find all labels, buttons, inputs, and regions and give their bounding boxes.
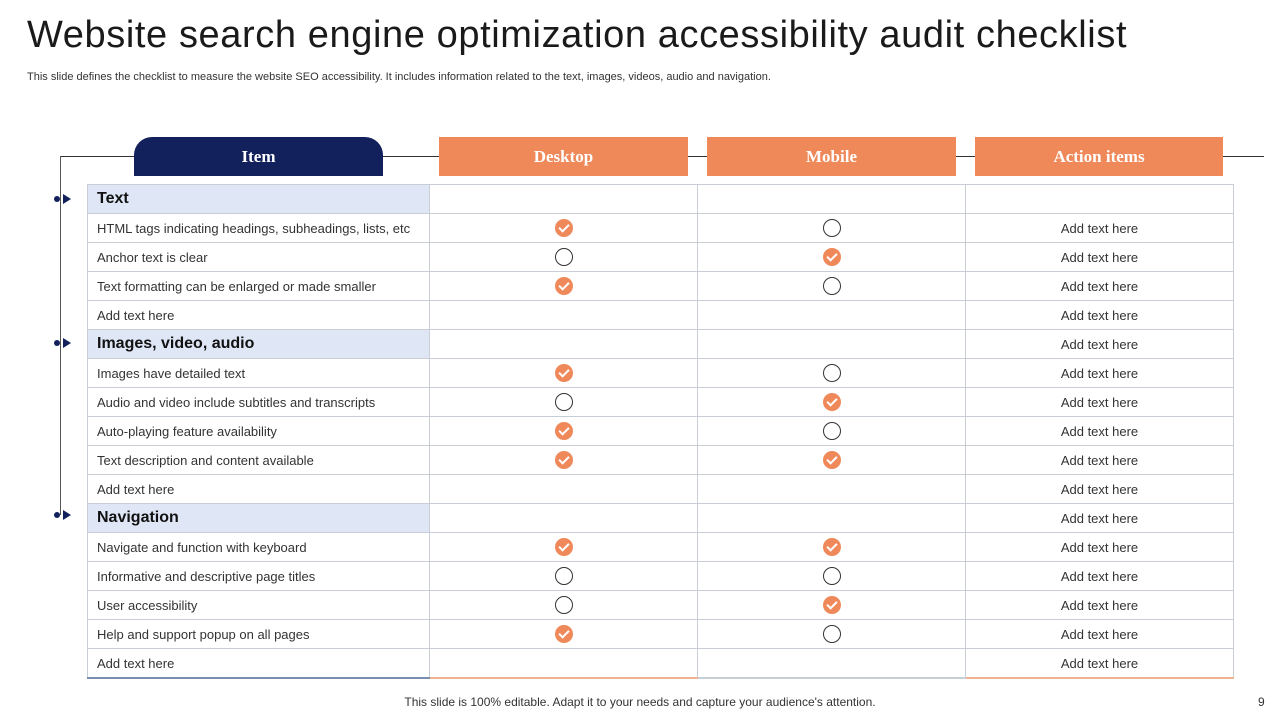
bullet-arrow-icon bbox=[54, 510, 76, 520]
empty-circle-icon[interactable] bbox=[823, 422, 841, 440]
table-row bbox=[88, 301, 1234, 330]
mobile-cell bbox=[698, 591, 966, 620]
item-cell: Add text here bbox=[88, 301, 430, 330]
desktop-cell bbox=[430, 272, 698, 301]
mobile-cell bbox=[698, 533, 966, 562]
desktop-cell bbox=[430, 185, 698, 214]
empty-circle-icon[interactable] bbox=[823, 277, 841, 295]
orange-check-circle-icon[interactable] bbox=[555, 538, 573, 556]
action-cell: Add text here bbox=[966, 533, 1234, 562]
mobile-cell bbox=[698, 330, 966, 359]
table-row bbox=[88, 591, 1234, 620]
desktop-cell bbox=[430, 359, 698, 388]
section-heading: Images, video, audio bbox=[88, 330, 430, 359]
table-row bbox=[88, 533, 1234, 562]
table-row bbox=[88, 475, 1234, 504]
orange-check-circle-icon[interactable] bbox=[823, 393, 841, 411]
mobile-cell bbox=[698, 388, 966, 417]
mobile-cell bbox=[698, 446, 966, 475]
mobile-cell bbox=[698, 359, 966, 388]
empty-circle-icon[interactable] bbox=[823, 364, 841, 382]
desktop-cell bbox=[430, 214, 698, 243]
section-row bbox=[88, 330, 1234, 359]
checklist-table bbox=[87, 184, 1234, 679]
section-heading: Text bbox=[88, 185, 430, 214]
action-cell: Add text here bbox=[966, 388, 1234, 417]
action-cell: Add text here bbox=[966, 417, 1234, 446]
item-cell: Images have detailed text bbox=[88, 359, 430, 388]
desktop-cell bbox=[430, 417, 698, 446]
table-row bbox=[88, 243, 1234, 272]
desktop-cell bbox=[430, 562, 698, 591]
mobile-cell bbox=[698, 214, 966, 243]
desktop-cell bbox=[430, 649, 698, 679]
slide-subtitle: This slide defines the checklist to measure the website SEO accessibility. It includes information related to the text, images, videos, audio and navigation. bbox=[27, 71, 771, 83]
mobile-cell bbox=[698, 185, 966, 214]
section-row bbox=[88, 185, 1234, 214]
column-header-action-items: Action items bbox=[975, 137, 1223, 176]
mobile-cell bbox=[698, 649, 966, 679]
slide-title: Website search engine optimization accessibility audit checklist bbox=[27, 14, 1128, 56]
table-row bbox=[88, 620, 1234, 649]
orange-check-circle-icon[interactable] bbox=[823, 596, 841, 614]
mobile-cell bbox=[698, 504, 966, 533]
mobile-cell bbox=[698, 272, 966, 301]
orange-check-circle-icon[interactable] bbox=[555, 422, 573, 440]
action-cell: Add text here bbox=[966, 214, 1234, 243]
item-cell: HTML tags indicating headings, subheadings, lists, etc bbox=[88, 214, 430, 243]
mobile-cell bbox=[698, 620, 966, 649]
desktop-cell bbox=[430, 533, 698, 562]
item-cell: Add text here bbox=[88, 649, 430, 679]
empty-circle-icon[interactable] bbox=[555, 596, 573, 614]
empty-circle-icon[interactable] bbox=[555, 248, 573, 266]
empty-circle-icon[interactable] bbox=[823, 567, 841, 585]
orange-check-circle-icon[interactable] bbox=[823, 451, 841, 469]
orange-check-circle-icon[interactable] bbox=[555, 625, 573, 643]
orange-check-circle-icon[interactable] bbox=[823, 248, 841, 266]
action-cell: Add text here bbox=[966, 620, 1234, 649]
item-cell: Informative and descriptive page titles bbox=[88, 562, 430, 591]
empty-circle-icon[interactable] bbox=[823, 219, 841, 237]
action-cell: Add text here bbox=[966, 272, 1234, 301]
table-row bbox=[88, 272, 1234, 301]
action-cell: Add text here bbox=[966, 475, 1234, 504]
empty-circle-icon[interactable] bbox=[823, 625, 841, 643]
action-cell: Add text here bbox=[966, 591, 1234, 620]
mobile-cell bbox=[698, 562, 966, 591]
action-cell: Add text here bbox=[966, 330, 1234, 359]
item-cell: Audio and video include subtitles and transcripts bbox=[88, 388, 430, 417]
item-cell: Auto-playing feature availability bbox=[88, 417, 430, 446]
section-timeline-line bbox=[60, 156, 61, 515]
item-cell: Help and support popup on all pages bbox=[88, 620, 430, 649]
header-connector-line bbox=[956, 156, 975, 157]
empty-circle-icon[interactable] bbox=[555, 393, 573, 411]
desktop-cell bbox=[430, 591, 698, 620]
orange-check-circle-icon[interactable] bbox=[555, 451, 573, 469]
item-cell: User accessibility bbox=[88, 591, 430, 620]
header-connector-line bbox=[60, 156, 134, 157]
footer-note: This slide is 100% editable. Adapt it to your needs and capture your audience's attention. bbox=[404, 695, 876, 709]
bullet-arrow-icon bbox=[54, 338, 76, 348]
table-row bbox=[88, 562, 1234, 591]
header-connector-line bbox=[383, 156, 439, 157]
item-cell: Text description and content available bbox=[88, 446, 430, 475]
column-header-desktop: Desktop bbox=[439, 137, 688, 176]
desktop-cell bbox=[430, 475, 698, 504]
action-cell: Add text here bbox=[966, 649, 1234, 679]
desktop-cell bbox=[430, 388, 698, 417]
column-header-mobile: Mobile bbox=[707, 137, 956, 176]
empty-circle-icon[interactable] bbox=[555, 567, 573, 585]
action-cell: Add text here bbox=[966, 504, 1234, 533]
action-cell: Add text here bbox=[966, 562, 1234, 591]
desktop-cell bbox=[430, 504, 698, 533]
action-cell bbox=[966, 185, 1234, 214]
orange-check-circle-icon[interactable] bbox=[555, 219, 573, 237]
item-cell: Text formatting can be enlarged or made smaller bbox=[88, 272, 430, 301]
column-header-item: Item bbox=[134, 137, 383, 176]
section-heading: Navigation bbox=[88, 504, 430, 533]
desktop-cell bbox=[430, 330, 698, 359]
desktop-cell bbox=[430, 620, 698, 649]
header-connector-line bbox=[688, 156, 707, 157]
mobile-cell bbox=[698, 243, 966, 272]
item-cell: Navigate and function with keyboard bbox=[88, 533, 430, 562]
item-cell: Add text here bbox=[88, 475, 430, 504]
item-cell: Anchor text is clear bbox=[88, 243, 430, 272]
mobile-cell bbox=[698, 417, 966, 446]
mobile-cell bbox=[698, 301, 966, 330]
orange-check-circle-icon[interactable] bbox=[555, 277, 573, 295]
action-cell: Add text here bbox=[966, 446, 1234, 475]
action-cell: Add text here bbox=[966, 243, 1234, 272]
table-row bbox=[88, 359, 1234, 388]
table-row bbox=[88, 388, 1234, 417]
bullet-arrow-icon bbox=[54, 194, 76, 204]
table-row bbox=[88, 649, 1234, 679]
orange-check-circle-icon[interactable] bbox=[555, 364, 573, 382]
table-row bbox=[88, 446, 1234, 475]
header-connector-line bbox=[1223, 156, 1264, 157]
page-number: 9 bbox=[1258, 695, 1265, 709]
orange-check-circle-icon[interactable] bbox=[823, 538, 841, 556]
action-cell: Add text here bbox=[966, 359, 1234, 388]
mobile-cell bbox=[698, 475, 966, 504]
action-cell: Add text here bbox=[966, 301, 1234, 330]
desktop-cell bbox=[430, 243, 698, 272]
section-row bbox=[88, 504, 1234, 533]
desktop-cell bbox=[430, 446, 698, 475]
table-row bbox=[88, 417, 1234, 446]
table-row bbox=[88, 214, 1234, 243]
desktop-cell bbox=[430, 301, 698, 330]
